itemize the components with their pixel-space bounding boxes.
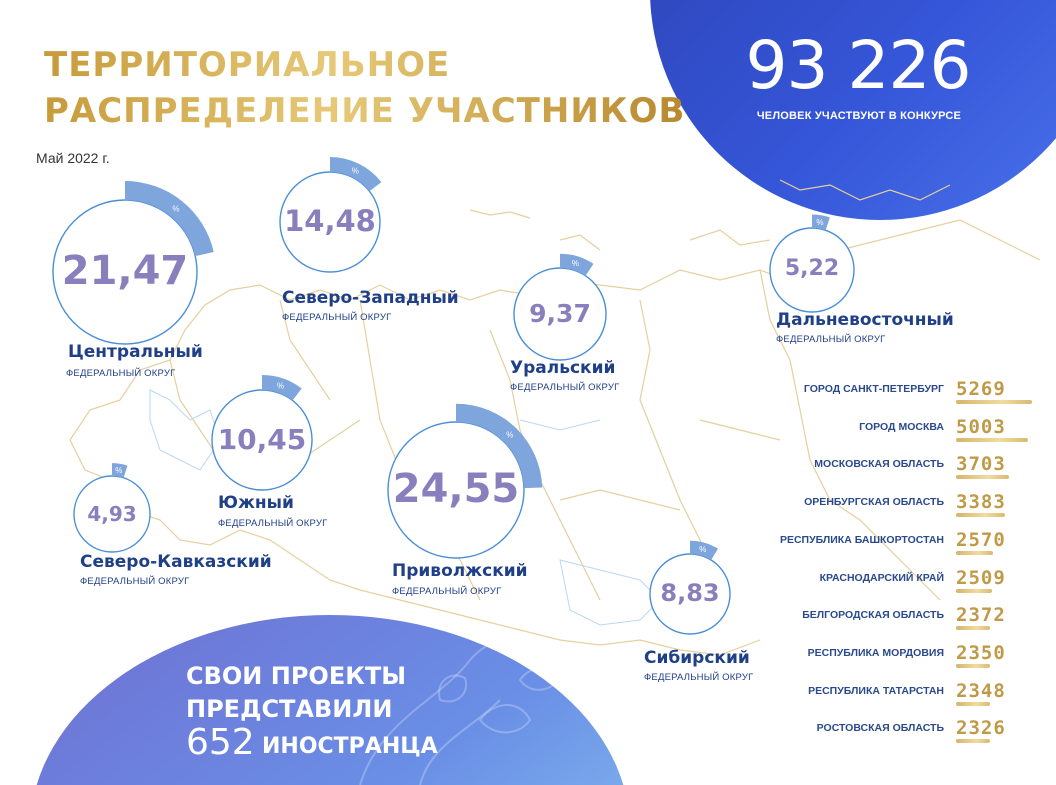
region-label-5: РЕСПУБЛИКА БАШКОРТОСТАН [779, 533, 944, 546]
region-bar-8 [956, 664, 990, 668]
district-8-value: 8,83 [660, 579, 720, 608]
district-8-percent-sign: % [699, 545, 707, 555]
page-title [44, 42, 685, 134]
district-5-subtitle: ФЕДЕРАЛЬНЫЙ ОКРУГ [218, 518, 328, 529]
region-value-1: 5269 [956, 378, 1006, 400]
region-value-4: 3383 [956, 491, 1006, 514]
district-6-subtitle: ФЕДЕРАЛЬНЫЙ ОКРУГ [80, 576, 190, 587]
region-value-9: 2348 [956, 679, 1006, 702]
region-label-2: ГОРОД МОСКВА [859, 420, 944, 433]
region-value-8: 2350 [956, 641, 1006, 664]
region-label-9: РЕСПУБЛИКА ТАТАРСТАН [808, 684, 944, 697]
region-bar-9 [956, 702, 990, 706]
region-value-5: 2570 [956, 528, 1006, 551]
region-label-10: РОСТОВСКАЯ ОБЛАСТЬ [816, 722, 944, 735]
region-bar-5 [956, 551, 993, 555]
district-4-percent-sign: % [816, 217, 824, 227]
district-3-value: 9,37 [529, 298, 591, 328]
district-5-value: 10,45 [217, 422, 307, 456]
district-2-subtitle: ФЕДЕРАЛЬНЫЙ ОКРУГ [282, 312, 392, 323]
district-8-subtitle: ФЕДЕРАЛЬНЫЙ ОКРУГ [644, 672, 754, 683]
region-bar-4 [956, 513, 1005, 517]
district-5-name: Южный [218, 493, 294, 513]
region-label-4: ОРЕНБУРГСКАЯ ОБЛАСТЬ [804, 496, 944, 509]
region-label-8: РЕСПУБЛИКА МОРДОВИЯ [807, 646, 944, 659]
region-value-2: 5003 [956, 415, 1006, 438]
foreign-number: 652 [186, 722, 255, 763]
title-line-1: ТЕРРИТОРИАЛЬНОЕ [44, 45, 451, 85]
region-value-10: 2326 [956, 717, 1006, 740]
foreign-word: ИНОСТРАНЦА [262, 734, 438, 759]
district-6-value: 4,93 [87, 501, 137, 526]
district-6-percent-sign: % [115, 466, 123, 476]
district-7-name: Приволжский [392, 561, 528, 581]
district-4-value: 5,22 [784, 256, 840, 282]
district-3-name: Уральский [510, 358, 616, 378]
district-1-name: Центральный [68, 342, 203, 362]
region-label-7: БЕЛГОРОДСКАЯ ОБЛАСТЬ [802, 609, 944, 622]
report-date: Май 2022 г. [36, 150, 110, 166]
district-8-name: Сибирский [644, 648, 750, 668]
district-2-name: Северо-Западный [282, 288, 459, 308]
district-1-subtitle: ФЕДЕРАЛЬНЫЙ ОКРУГ [66, 368, 176, 379]
title-line-2: РАСПРЕДЕЛЕНИЕ УЧАСТНИКОВ [44, 91, 686, 131]
district-2-percent-sign: % [351, 166, 359, 176]
foreign-line-2: ПРЕДСТАВИЛИ [186, 695, 393, 723]
district-6-name: Северо-Кавказский [80, 552, 272, 572]
district-4-subtitle: ФЕДЕРАЛЬНЫЙ ОКРУГ [776, 334, 886, 345]
region-bar-7 [956, 626, 990, 630]
region-bar-3 [956, 475, 1009, 479]
district-3-percent-sign: % [571, 259, 579, 269]
federal-district-borders [70, 180, 1040, 655]
region-label-1: ГОРОД САНКТ-ПЕТЕРБУРГ [803, 383, 944, 395]
region-label-6: КРАСНОДАРСКИЙ КРАЙ [819, 571, 944, 584]
district-7-percent-sign: % [506, 430, 514, 440]
district-5-percent-sign: % [276, 381, 285, 391]
district-4-name: Дальневосточный [776, 310, 954, 330]
region-value-3: 3703 [956, 453, 1006, 476]
region-value-6: 2509 [956, 566, 1006, 589]
foreign-line-1: СВОИ ПРОЕКТЫ [186, 662, 407, 690]
total-participants-caption: ЧЕЛОВЕК УЧАСТВУЮТ В КОНКУРСЕ [756, 110, 962, 122]
district-1-value: 21,47 [61, 248, 189, 295]
district-1-percent-sign: % [172, 204, 180, 214]
region-bar-1 [956, 400, 1032, 404]
total-participants: 93 226 [745, 27, 971, 104]
region-label-3: МОСКОВСКАЯ ОБЛАСТЬ [814, 458, 944, 471]
district-2-value: 14,48 [284, 204, 376, 239]
region-bar-10 [956, 739, 990, 743]
district-7-subtitle: ФЕДЕРАЛЬНЫЙ ОКРУГ [392, 586, 502, 597]
district-7-value: 24,55 [392, 466, 520, 513]
region-bar-2 [956, 438, 1028, 442]
region-value-7: 2372 [956, 604, 1006, 627]
region-bar-6 [956, 589, 992, 593]
district-3-subtitle: ФЕДЕРАЛЬНЫЙ ОКРУГ [510, 382, 620, 393]
